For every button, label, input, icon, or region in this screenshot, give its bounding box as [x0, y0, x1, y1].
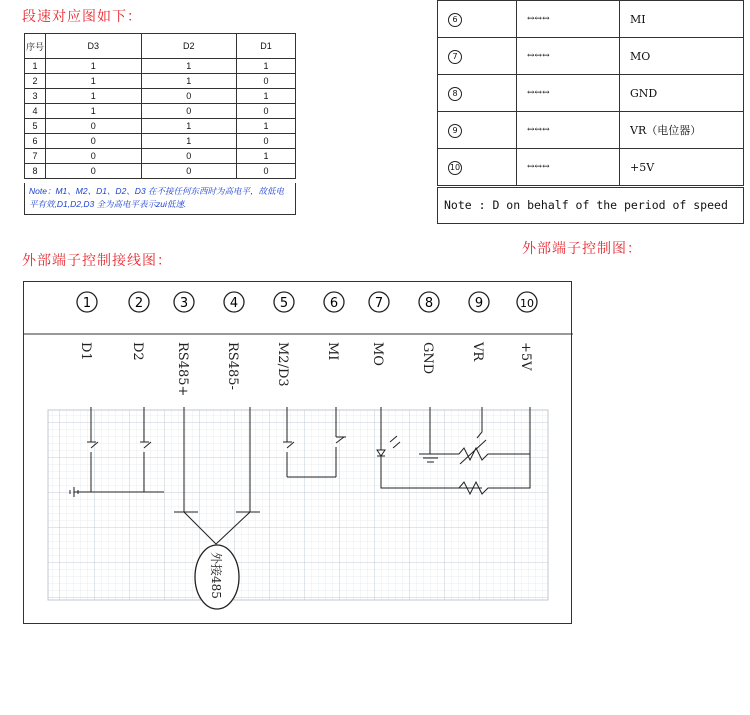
- speed-cell: 1: [46, 89, 142, 104]
- terminal-number-circle: 10: [448, 161, 462, 175]
- terminal-number: [438, 75, 517, 112]
- terminal-table-note: Note : D on behalf of the period of speed: [437, 187, 744, 224]
- speed-cell: 2: [25, 74, 46, 89]
- terminal-pin-8: [419, 292, 439, 374]
- terminal-arrows: ↔↔↔: [517, 112, 620, 149]
- speed-col-header: D2: [141, 34, 237, 59]
- speed-cell: 1: [141, 59, 237, 74]
- terminal-number: [438, 38, 517, 75]
- pin-number: 7: [374, 296, 384, 311]
- speed-table-header: [25, 34, 296, 59]
- speed-table: [24, 33, 296, 179]
- pin-label: +5V: [518, 342, 533, 371]
- pin-number: 6: [329, 296, 339, 311]
- speed-cell: 0: [237, 104, 296, 119]
- speed-table-body: [25, 59, 296, 179]
- speed-cell: 0: [46, 164, 142, 179]
- terminal-arrows: ↔↔↔: [517, 149, 620, 186]
- speed-cell: 0: [237, 164, 296, 179]
- terminal-number-circle: 9: [448, 124, 462, 138]
- speed-row: [25, 164, 296, 179]
- terminal-pin-6: [324, 292, 344, 360]
- speed-cell: 1: [25, 59, 46, 74]
- terminal-control-title: 外部端子控制图：: [522, 241, 642, 257]
- terminal-pin-1: [77, 292, 97, 361]
- pin-label: D2: [130, 342, 145, 361]
- speed-cell: 0: [46, 149, 142, 164]
- speed-cell: 1: [237, 119, 296, 134]
- terminal-number-circle: 8: [448, 87, 462, 101]
- wiring-panel: [23, 281, 572, 624]
- terminal-name: MI: [620, 1, 744, 38]
- terminal-name: GND: [620, 75, 744, 112]
- terminal-arrows: ↔↔↔: [517, 38, 620, 75]
- speed-table-title: 段速对应图如下：: [22, 9, 142, 25]
- terminal-name: VR（电位器）: [620, 112, 744, 149]
- terminal-pin-7: [369, 292, 389, 366]
- pin-label: MI: [325, 342, 340, 361]
- speed-cell: 0: [237, 74, 296, 89]
- terminal-number: [438, 1, 517, 38]
- terminal-pin-2: [129, 292, 149, 361]
- speed-cell: 0: [141, 104, 237, 119]
- speed-cell: 1: [237, 59, 296, 74]
- pin-number: 1: [82, 296, 92, 311]
- terminal-name: MO: [620, 38, 744, 75]
- speed-cell: 3: [25, 89, 46, 104]
- speed-cell: 0: [141, 149, 237, 164]
- schematic-grid: [48, 410, 548, 600]
- pin-number: 5: [279, 296, 289, 311]
- terminal-row: [438, 1, 744, 38]
- speed-cell: 0: [46, 134, 142, 149]
- speed-table-note: Note：M1、M2、D1、D2、D3 在不接任何东西时为高电平，故低电平有效,D1,D2,D3 全为高电平表示zui低速.: [24, 183, 296, 215]
- pin-label: MO: [370, 342, 385, 366]
- terminal-number: [438, 112, 517, 149]
- pin-number: 9: [474, 296, 484, 311]
- terminal-table: [437, 0, 744, 186]
- speed-cell: 0: [46, 119, 142, 134]
- terminal-pin-5: [274, 292, 294, 387]
- speed-cell: 5: [25, 119, 46, 134]
- terminal-number-circle: 6: [448, 13, 462, 27]
- terminal-pin-9: [469, 292, 489, 362]
- speed-row: [25, 119, 296, 134]
- external-485-label: 外接485: [209, 552, 223, 599]
- speed-row: [25, 149, 296, 164]
- pin-number: 2: [134, 296, 144, 311]
- speed-cell: 8: [25, 164, 46, 179]
- speed-row: [25, 74, 296, 89]
- pin-label: RS485-: [225, 342, 240, 390]
- terminal-row: [438, 38, 744, 75]
- terminal-arrows: ↔↔↔: [517, 1, 620, 38]
- speed-cell: 1: [46, 59, 142, 74]
- terminal-pin-4: [224, 292, 244, 390]
- pin-label: GND: [420, 342, 435, 375]
- speed-cell: 6: [25, 134, 46, 149]
- speed-col-header: D1: [237, 34, 296, 59]
- speed-cell: 1: [46, 74, 142, 89]
- speed-cell: 0: [237, 134, 296, 149]
- speed-col-header: 序号: [25, 34, 46, 59]
- terminal-number: [438, 149, 517, 186]
- speed-cell: 1: [141, 134, 237, 149]
- terminal-row: [438, 75, 744, 112]
- terminal-number-circle: 7: [448, 50, 462, 64]
- speed-cell: 1: [141, 74, 237, 89]
- speed-cell: 1: [237, 89, 296, 104]
- terminal-arrows: ↔↔↔: [517, 75, 620, 112]
- terminal-name: +5V: [620, 149, 744, 186]
- speed-cell: 1: [237, 149, 296, 164]
- speed-cell: 1: [141, 119, 237, 134]
- pin-label: M2/D3: [275, 342, 290, 387]
- speed-row: [25, 89, 296, 104]
- speed-cell: 0: [141, 89, 237, 104]
- speed-cell: 4: [25, 104, 46, 119]
- pin-number: 10: [520, 297, 534, 310]
- wiring-diagram: [24, 282, 573, 625]
- speed-cell: 1: [46, 104, 142, 119]
- pin-label: VR: [470, 342, 485, 362]
- terminal-pin-10: [517, 292, 537, 371]
- terminal-row: [438, 112, 744, 149]
- speed-cell: 7: [25, 149, 46, 164]
- terminal-table-body: [438, 1, 744, 186]
- speed-row: [25, 134, 296, 149]
- pin-label: D1: [78, 342, 93, 361]
- pin-number: 3: [179, 296, 189, 311]
- speed-cell: 0: [141, 164, 237, 179]
- speed-col-header: D3: [46, 34, 142, 59]
- terminal-pin-3: [174, 292, 194, 396]
- terminal-row: [438, 149, 744, 186]
- wiring-diagram-title: 外部端子控制接线图：: [22, 253, 172, 269]
- speed-row: [25, 104, 296, 119]
- pin-number: 8: [424, 296, 434, 311]
- pin-label: RS485+: [175, 342, 190, 397]
- pin-number: 4: [229, 296, 239, 311]
- speed-row: [25, 59, 296, 74]
